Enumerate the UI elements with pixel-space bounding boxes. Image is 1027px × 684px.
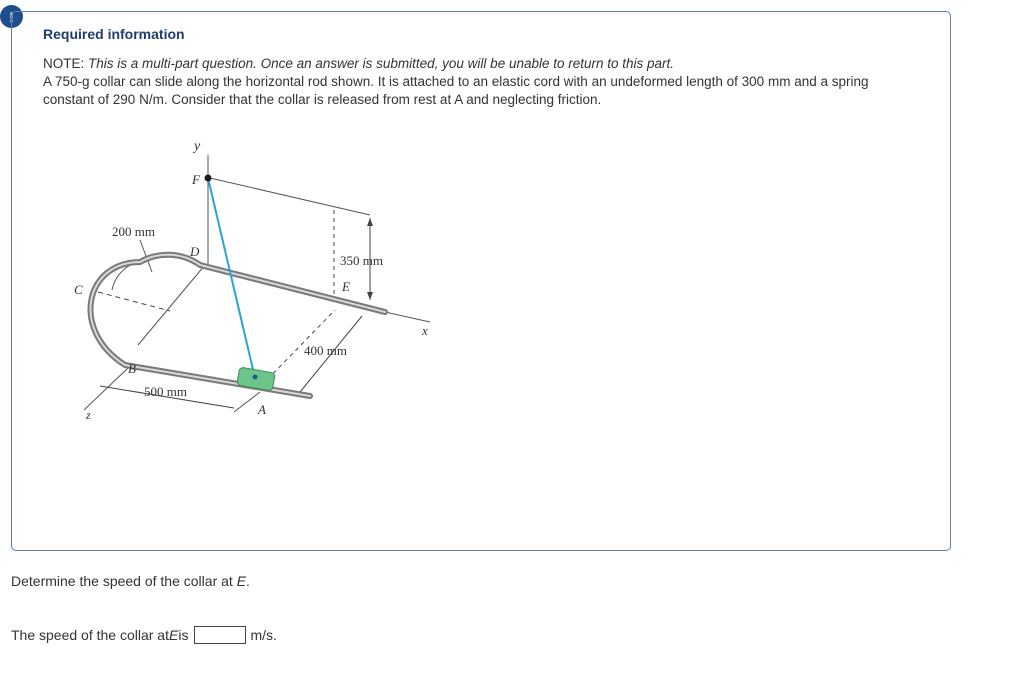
x-axis — [385, 312, 430, 322]
collar-rod-figure — [40, 125, 460, 425]
answer-prefix: The speed of the collar at — [11, 627, 169, 643]
label-a: A — [258, 402, 266, 417]
problem-statement — [43, 55, 913, 109]
dim-500-label: 500 mm — [144, 384, 187, 399]
question-prefix: Determine the speed of the collar at — [11, 573, 237, 589]
label-y: y — [194, 139, 201, 154]
answer-mid: is — [178, 627, 189, 643]
label-z: z — [86, 408, 91, 422]
label-f: F — [192, 172, 200, 187]
label-e: E — [342, 279, 350, 294]
question-point: E — [236, 573, 247, 589]
point-f — [205, 175, 212, 182]
diag-line-a — [234, 392, 260, 412]
note-prefix: NOTE: — [43, 56, 89, 71]
label-c: C — [74, 282, 83, 297]
alert-icon: ! — [0, 5, 23, 28]
label-d: D — [190, 244, 200, 259]
question-prompt — [11, 573, 250, 589]
dashed-line-ce — [98, 292, 170, 311]
problem-text: A 750-g collar can slide along the horizontal rod shown. It is attached to an elastic cord with an undeformed length of 300 mm and a spring constant of 290 N/m. Consider that the collar is released from rest at A and neglecting friction. — [43, 74, 869, 107]
ref-line-top — [210, 178, 370, 215]
diag-line-d — [138, 265, 205, 345]
dim-200-label: 200 mm — [112, 224, 155, 239]
answer-unit: m/s. — [250, 627, 277, 643]
label-x: x — [422, 323, 428, 338]
answer-point: E — [169, 627, 179, 643]
speed-answer-input[interactable] — [194, 626, 246, 644]
diag-line-b — [84, 368, 128, 410]
info-title: Required information — [43, 26, 185, 42]
answer-row — [11, 626, 277, 644]
question-suffix: . — [246, 573, 250, 589]
dim-350-arrowhead-bottom — [367, 292, 373, 300]
dim-350-label: 350 mm — [340, 253, 383, 268]
dim-350-arrowhead-top — [367, 218, 373, 226]
label-b: B — [128, 361, 136, 376]
note-text: This is a multi-part question. Once an answer is submitted, you will be unable to return to this part. — [88, 56, 675, 71]
dim-400-label: 400 mm — [304, 343, 347, 358]
